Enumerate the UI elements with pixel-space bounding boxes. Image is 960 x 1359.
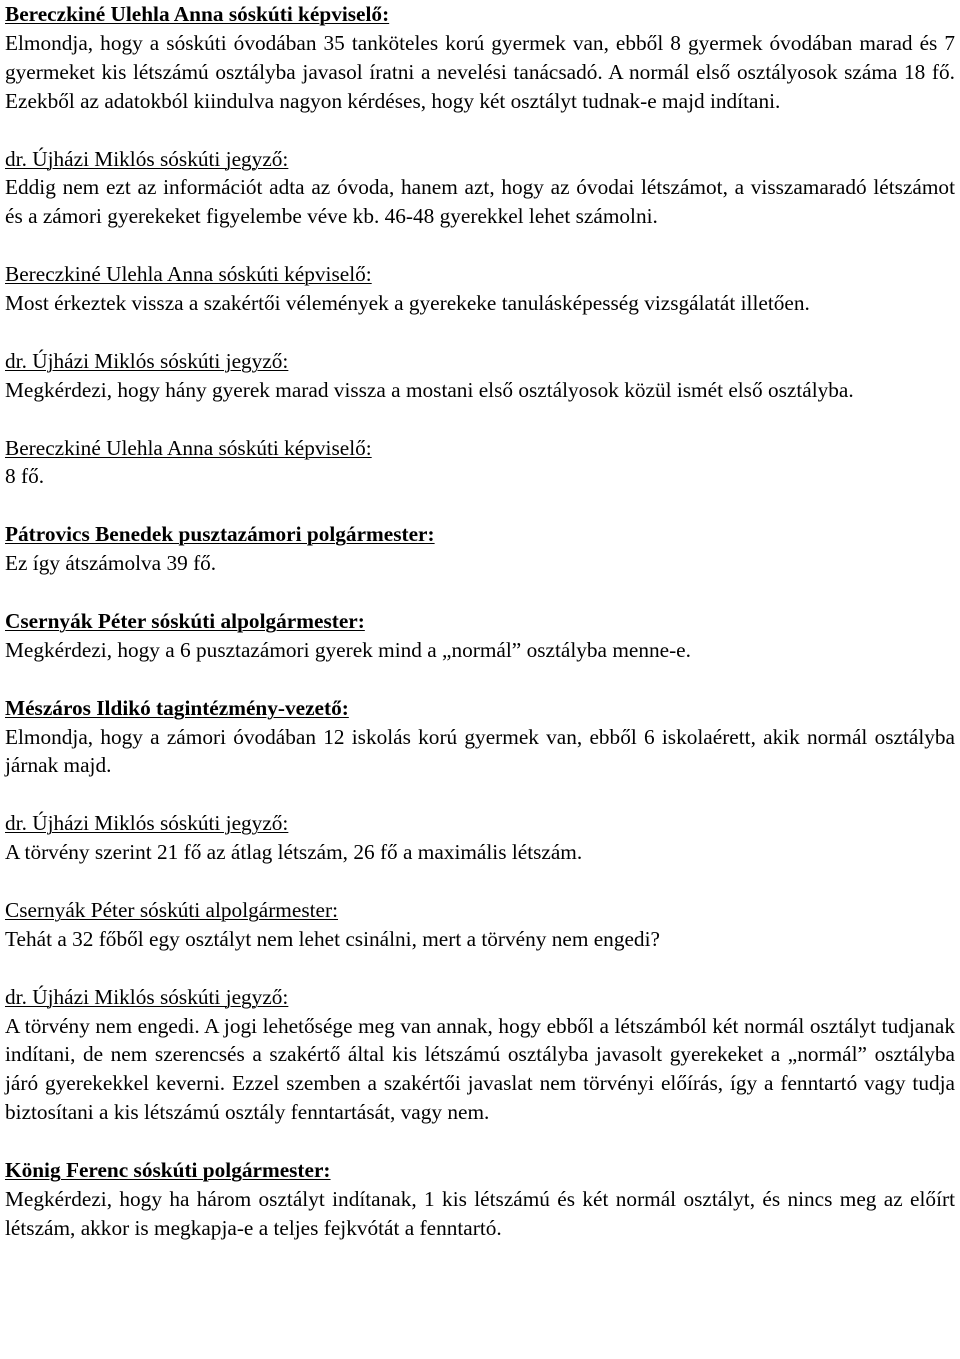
speech-text: Elmondja, hogy a zámori óvodában 12 iskolás korú gyermek van, ebből 6 iskolaérett, akik normál osztályba járnak majd. bbox=[5, 724, 955, 778]
speech-text: Megkérdezi, hogy ha három osztályt indítanak, 1 kis létszámú és két normál osztályt, és nincs meg az előírt létszám, akkor is megkapja-e a teljes fejkvótát a fenntartó. bbox=[5, 1186, 955, 1240]
speaker-name: dr. Újházi Miklós sóskúti jegyző: bbox=[5, 146, 289, 171]
minutes-entry-3 bbox=[5, 260, 955, 318]
minutes-entry-1 bbox=[5, 0, 955, 116]
speaker-name: Mészáros Ildikó tagintézmény-vezető: bbox=[5, 695, 349, 720]
speech-text: Elmondja, hogy a sóskúti óvodában 35 tanköteles korú gyermek van, ebből 8 gyermek óvodában marad és 7 gyermeket kis létszámú osztályba javasol íratni a nevelési tanácsadó. A normál első osztályosok száma 18 fő. Ezekből az adatokból kiindulva nagyon kérdéses, hogy két osztályt tudnak-e majd indítani. bbox=[5, 30, 955, 113]
speaker-name: Csernyák Péter sóskúti alpolgármester: bbox=[5, 897, 338, 922]
speech-text: Ez így átszámolva 39 fő. bbox=[5, 551, 217, 576]
speech-text: Most érkeztek vissza a szakértői vélemények a gyerekeke tanulásképesség vizsgálatát illetően. bbox=[5, 291, 810, 316]
speech-text: Megkérdezi, hogy hány gyerek marad vissza a mostani első osztályosok közül ismét első osztályba. bbox=[5, 377, 854, 402]
minutes-entry-6 bbox=[5, 520, 955, 578]
speaker-name: Bereczkiné Ulehla Anna sóskúti képviselő: bbox=[5, 2, 390, 26]
speech-text: 8 fő. bbox=[5, 464, 45, 489]
speech-text: Megkérdezi, hogy a 6 pusztazámori gyerek mind a „normál” osztályba menne-e. bbox=[5, 637, 691, 662]
minutes-entry-9 bbox=[5, 809, 955, 867]
minutes-entry-11 bbox=[5, 983, 955, 1128]
speaker-name: dr. Újházi Miklós sóskúti jegyző: bbox=[5, 348, 289, 373]
speech-text: A törvény nem engedi. A jogi lehetősége meg van annak, hogy ebből a létszámból két normál osztályt tudjanak indítani, de nem szerencsés a szakértő által kis létszámú osztályba javasolt gyerekeket a „normál” osztályba járó gyerekekkel keverni. Ezzel szemben a szakértői javaslat nem törvényi előírás, így a fenntartó vagy tudja biztosítani a kis létszámú osztály fenntartását, vagy nem. bbox=[5, 1013, 955, 1125]
speech-text: Tehát a 32 főből egy osztályt nem lehet csinálni, mert a törvény nem engedi? bbox=[5, 926, 660, 951]
speaker-name: dr. Újházi Miklós sóskúti jegyző: bbox=[5, 811, 289, 836]
speaker-name: König Ferenc sóskúti polgármester: bbox=[5, 1158, 331, 1183]
document-page bbox=[5, 0, 955, 1272]
minutes-entry-7 bbox=[5, 607, 955, 665]
minutes-entry-8 bbox=[5, 694, 955, 781]
speech-text: A törvény szerint 21 fő az átlag létszám, 26 fő a maximális létszám. bbox=[5, 840, 583, 865]
minutes-entry-4 bbox=[5, 347, 955, 405]
minutes-entry-2 bbox=[5, 145, 955, 232]
speaker-name: Csernyák Péter sóskúti alpolgármester: bbox=[5, 608, 365, 633]
speaker-name: Bereczkiné Ulehla Anna sóskúti képviselő: bbox=[5, 262, 372, 287]
speaker-name: Bereczkiné Ulehla Anna sóskúti képviselő: bbox=[5, 435, 372, 460]
minutes-entry-10 bbox=[5, 896, 955, 954]
minutes-entry-5 bbox=[5, 434, 955, 492]
speaker-name: Pátrovics Benedek pusztazámori polgármester: bbox=[5, 522, 435, 547]
speech-text: Eddig nem ezt az információt adta az óvoda, hanem azt, hogy az óvodai létszámot, a visszamaradó létszámot és a zámori gyerekeket figyelembe véve kb. 46-48 gyerekkel lehet számolni. bbox=[5, 175, 955, 229]
minutes-entry-12 bbox=[5, 1156, 955, 1243]
speaker-name: dr. Újházi Miklós sóskúti jegyző: bbox=[5, 984, 289, 1009]
